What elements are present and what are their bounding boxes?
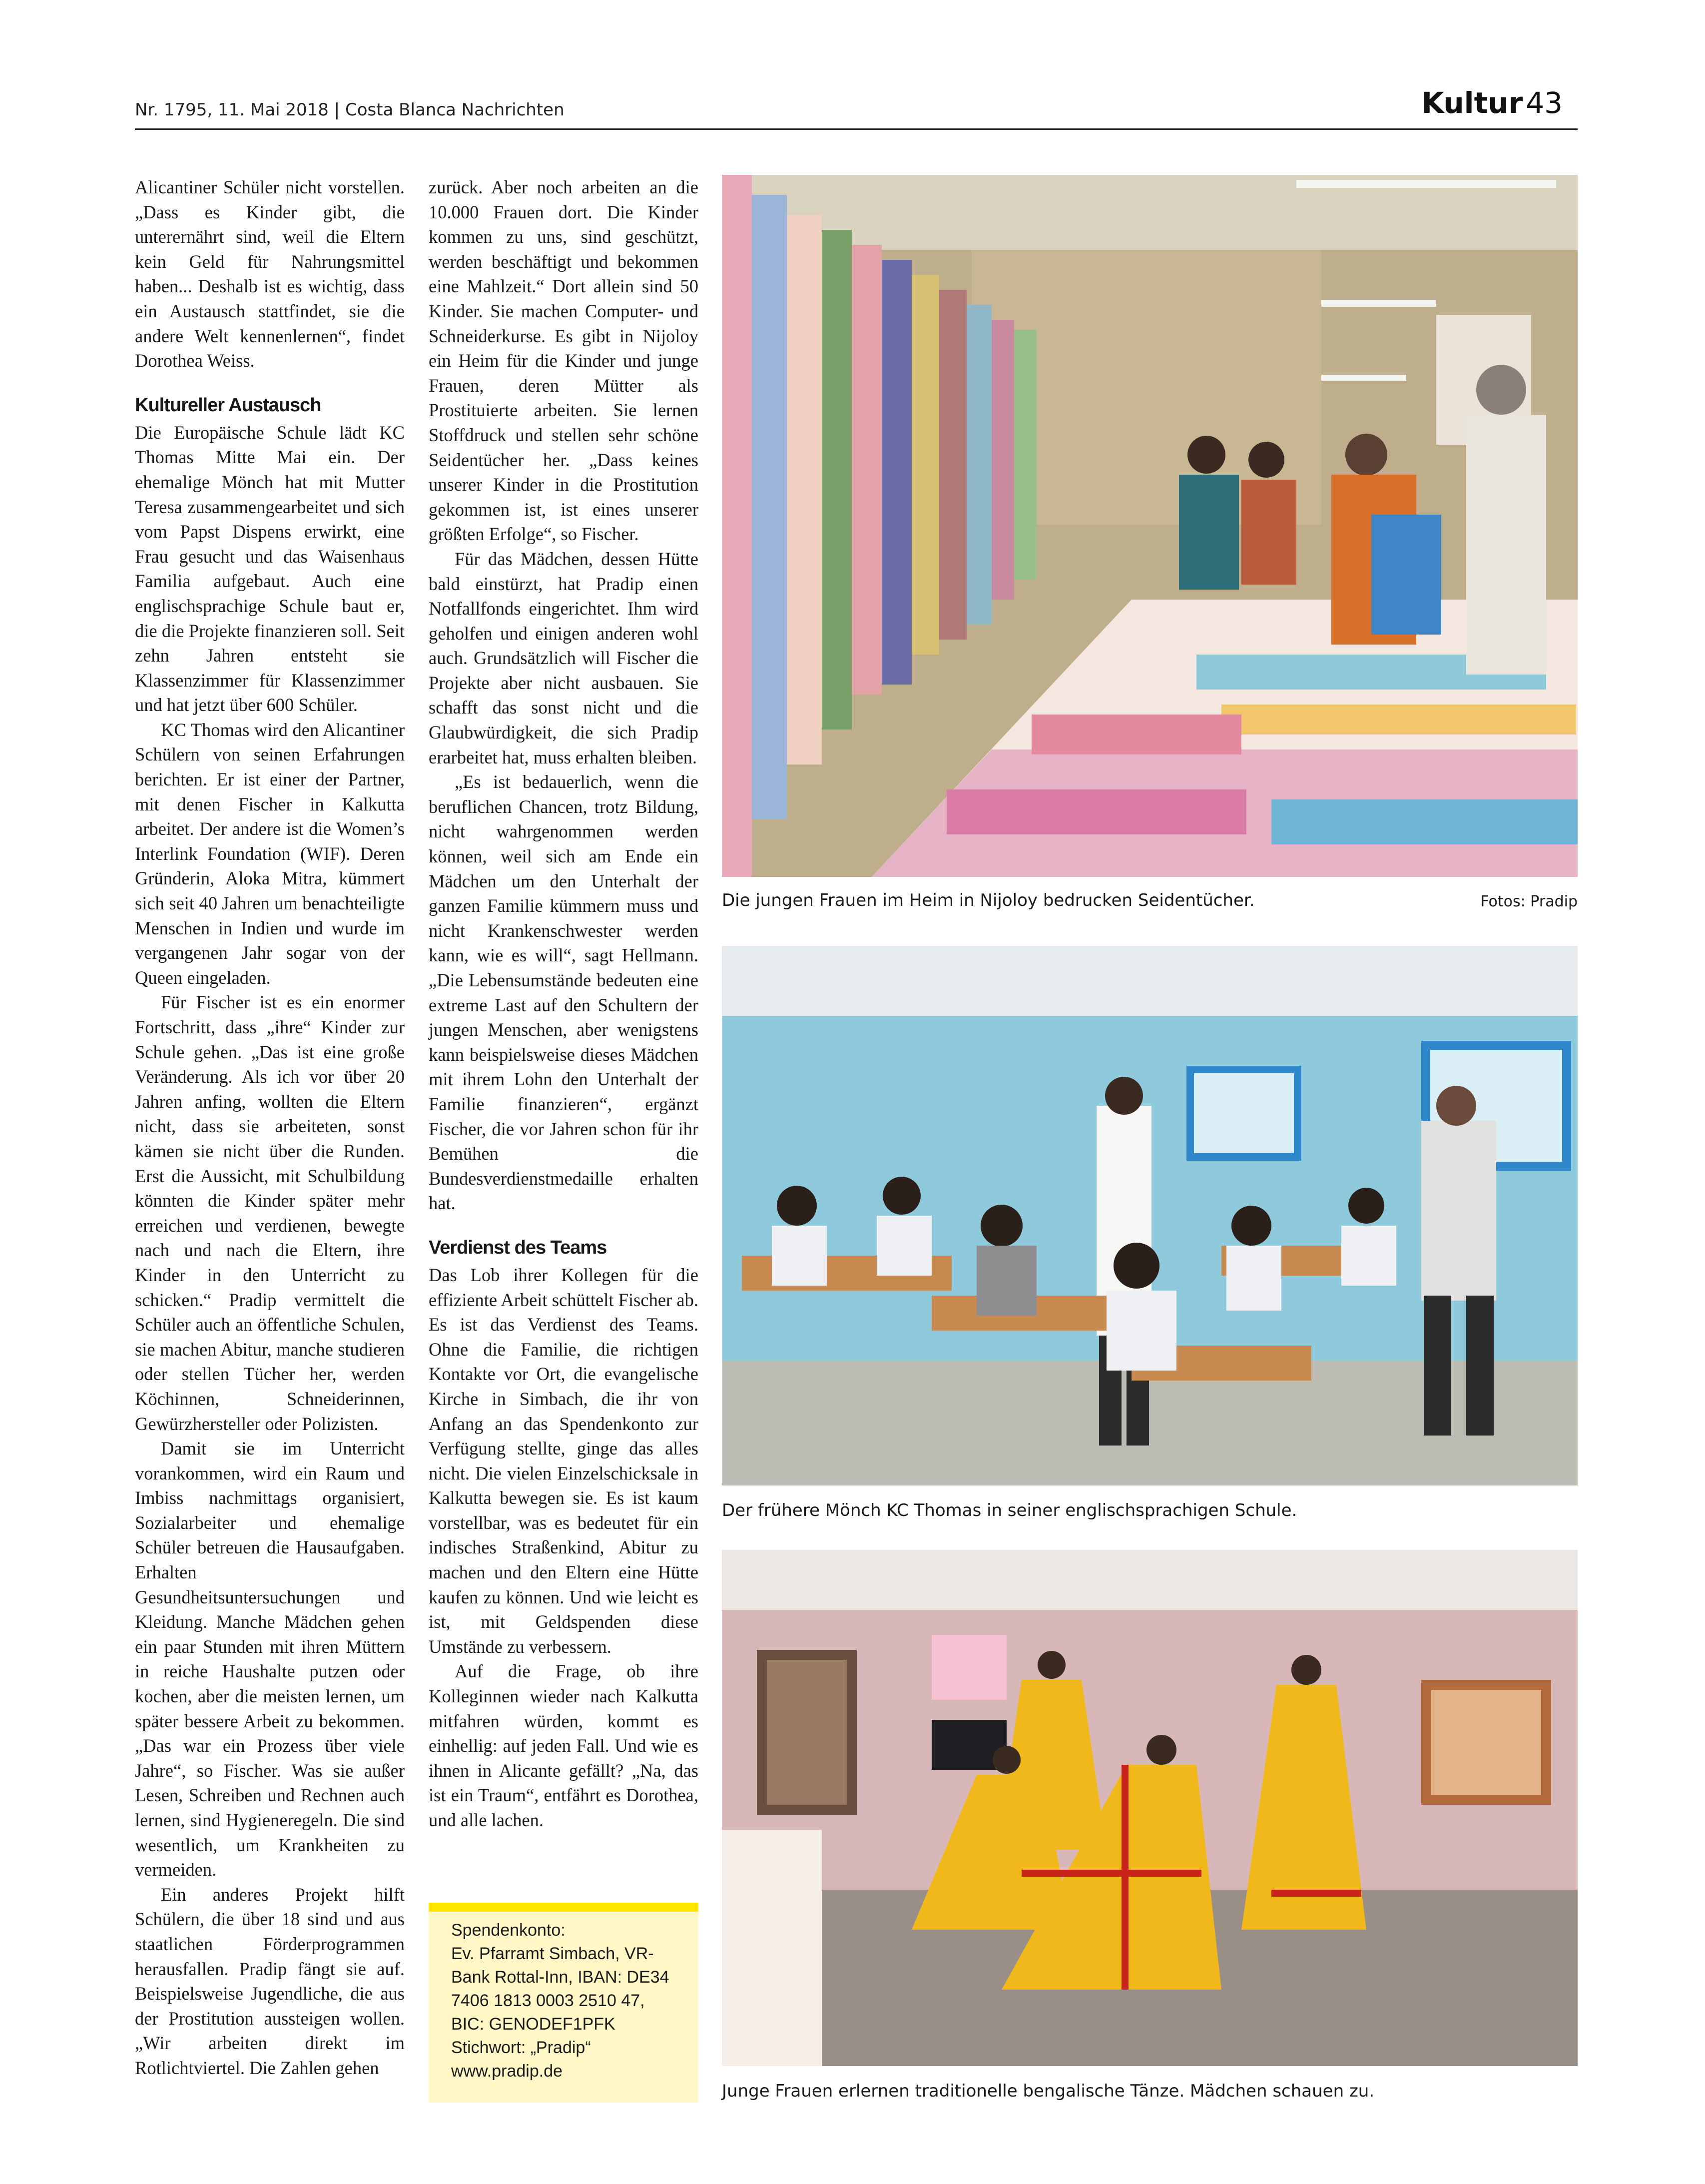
- photo-caption: Die jungen Frauen im Heim in Nijoloy bedrucken Seidentücher.: [722, 890, 1255, 910]
- paragraph: Alicantiner Schüler nicht vorstellen. „Dass es Kinder gibt, die unterernährt sind, weil die Eltern kein Geld für Nahrungsmittel haben... Deshalb ist es wichtig, dass ein Austausch stattfindet, sie die andere Welt kennenlernen“, findet Dorothea Weiss.: [135, 177, 405, 371]
- paragraph: Für Fischer ist es ein enormer Fortschritt, dass „ihre“ Kinder zur Schule gehen. „Das ist eine große Veränderung. Als ich vor über 20 Jahren anfing, wollten die Eltern nicht, dass sie arbeiteten, sonst kämen sie nicht über die Runden. Erst die Aussicht, mit Schulbildung könnten die Kinder später mehr erreichen und verdienen, bewegte nach und nach die Eltern, ihre Kinder in den Unterricht zu schicken.“ Pradip vermittelt die Schüler auch an öffentliche Schulen, sie machen Abitur, manche studieren oder stellen Tücher her, werden Köchinnen, Schneiderinnen, Gewürzhersteller oder Polizisten.: [135, 992, 405, 1434]
- paragraph: zurück. Aber noch arbeiten an die 10.000 Frauen dort. Die Kinder kommen zu uns, sind geschützt, werden beschäftigt und bekommen eine Mahlzeit.“ Dort allein sind 50 Kinder. Sie machen Computer- und Schneiderkurse. Es gibt in Nijoloy ein Heim für die Kinder und junge Frauen, deren Mütter als Prostituierte arbeiten. Sie lernen Stoffdruck und stellen sehr schöne Seidentücher her. „Dass keines unserer Kinder in die Prostitution gekommen ist, ist eines unserer größten Erfolge“, so Fischer.: [429, 177, 698, 545]
- section-header: [1421, 86, 1563, 120]
- info-line: Bank Rottal-Inn, IBAN: DE34: [451, 1968, 669, 1987]
- photo-dancers: [722, 1550, 1578, 2066]
- photo-caption: Der frühere Mönch KC Thomas in seiner englischsprachigen Schule.: [722, 1500, 1297, 1520]
- info-line: 7406 1813 0003 2510 47,: [451, 1991, 645, 2010]
- article-column-1: [135, 175, 405, 2081]
- info-line: Ev. Pfarramt Simbach, VR-: [451, 1944, 654, 1963]
- paragraph: Für das Mädchen, dessen Hütte bald einstürzt, hat Pradip einen Notfallfonds eingerichtet. Ihm wird geholfen und einigen anderen wohl auch. Grundsätzlich will Fischer die Projekte aber nicht ausbauen. Sie schafft das sonst nicht und die Glaubwürdigkeit, die sich Pradip erarbeitet hat, muss erhalten bleiben.: [429, 548, 698, 767]
- info-line: BIC: GENODEF1PFK: [451, 2015, 615, 2034]
- photo-credit: Fotos: Pradip: [1480, 893, 1578, 910]
- info-line: Spendenkonto:: [451, 1921, 566, 1940]
- photo-classroom-image: [722, 946, 1578, 1485]
- subheading-verdienst-des-teams: Verdienst des Teams: [429, 1237, 607, 1258]
- header-rule: [135, 128, 1578, 130]
- donation-info-box: [429, 1903, 698, 2103]
- issue-line: Nr. 1795, 11. Mai 2018 | Costa Blanca Nachrichten: [135, 100, 565, 120]
- paragraph: KC Thomas wird den Alicantiner Schülern von seinen Erfahrungen berichten. Er ist einer der Partner, mit denen Fischer in Kalkutta arbeitet. Der andere ist die Women’s Interlink Foundation (WIF). Deren Gründerin, Aloka Mitra, kümmert sich seit 40 Jahren um benachteiligte Menschen in Indien und wurde im vergangenen Jahr sogar von der Queen eingeladen.: [135, 719, 405, 988]
- page-number: 43: [1526, 86, 1563, 120]
- photo-silk-scarves: [722, 175, 1578, 877]
- photo-caption: Junge Frauen erlernen traditionelle bengalische Tänze. Mädchen schauen zu.: [722, 2081, 1375, 2101]
- paragraph: Auf die Frage, ob ihre Kolleginnen wieder nach Kalkutta mitfahren würden, kommt es einhellig: auf jeden Fall. Und wie es ihnen in Alicante gefällt? „Na, das ist ein Traum“, entfährt es Dorothea, und alle lachen.: [429, 1661, 698, 1830]
- photo-classroom: [722, 946, 1578, 1485]
- photo-dancers-image: [722, 1550, 1578, 2066]
- photo-silk-scarves-image: [722, 175, 1578, 877]
- paragraph: Damit sie im Unterricht vorankommen, wird ein Raum und Imbiss nachmittags organisiert, Sozialarbeiter und ehemalige Schüler betreuen die Hausaufgaben. Erhalten Gesundheitsuntersuchungen und Kleidung. Manche Mädchen gehen ein paar Stunden mit ihren Müttern in reiche Haushalte putzen oder kochen, aber die meisten lernen, um später bessere Arbeit zu bekommen. „Das war ein Prozess über viele Jahre“, so Fischer. Was sie außer Lesen, Schreiben und Rechnen auch lernen, sind Hygieneregeln. Die sind wesentlich, um Krankheiten zu vermeiden.: [135, 1438, 405, 1880]
- subheading-kultureller-austausch: Kultureller Austausch: [135, 394, 321, 416]
- paragraph: Das Lob ihrer Kollegen für die effiziente Arbeit schüttelt Fischer ab. Es ist das Verdienst des Teams. Ohne die Familie, die richtigen Kontakte vor Ort, die evangelische Kirche in Simbach, die ihr von Anfang an das Spendenkonto zur Verfügung stellte, ginge das alles nicht. Die vielen Einzelschicksale in Kalkutta bewegen sie. Es ist kaum vorstellbar, was es bedeutet für ein indisches Straßenkind, Abitur zu machen und den Eltern eine Hütte kaufen zu können. Und wie leicht es ist, mit Geldspenden diese Umstände zu verbessern.: [429, 1264, 698, 1657]
- paragraph: Ein anderes Projekt hilft Schülern, die über 18 sind und aus staatlichen Förderprogrammen herausfallen. Pradip fängt sie auf. Beispielsweise Jugendliche, die aus der Prostitution aussteigen wollen. „Wir arbeiten direkt im Rotlichtviertel. Die Zahlen gehen: [135, 1884, 405, 2078]
- paragraph: Die Europäische Schule lädt KC Thomas Mitte Mai ein. Der ehemalige Mönch hat mit Mutter Teresa zusammengearbeitet und sich vom Papst Dispens erwirkt, eine Frau gesucht und das Waisenhaus Familia aufgebaut. Auch eine englischsprachige Schule baut er, die die Projekte finanzieren soll. Seit zehn Jahren entsteht sie Klassenzimmer für Klassenzimmer und hat jetzt über 600 Schüler.: [135, 422, 405, 716]
- section-title: Kultur: [1421, 86, 1523, 120]
- info-line: Stichwort: „Pradip“: [451, 2038, 591, 2057]
- article-column-2: [429, 175, 698, 1833]
- website-link[interactable]: www.pradip.de: [451, 2062, 563, 2081]
- paragraph: „Es ist bedauerlich, wenn die beruflichen Chancen, trotz Bildung, nicht wahrgenommen werden können, weil sich am Ende ein Mädchen um den Unterhalt der ganzen Familie kümmern muss und nicht Krankenschwester werden kann, wie es will“, sagt Hellmann. „Die Lebensumstände bedeuten eine extreme Last auf den Schultern der jungen Menschen, aber wenigstens kann beispielsweise dieses Mädchen mit ihrem Lohn den Unterhalt der Familie finanzieren“, ergänzt Fischer, die vor Jahren schon für ihr Bemühen die Bundesverdienstmedaille erhalten hat.: [429, 771, 698, 1214]
